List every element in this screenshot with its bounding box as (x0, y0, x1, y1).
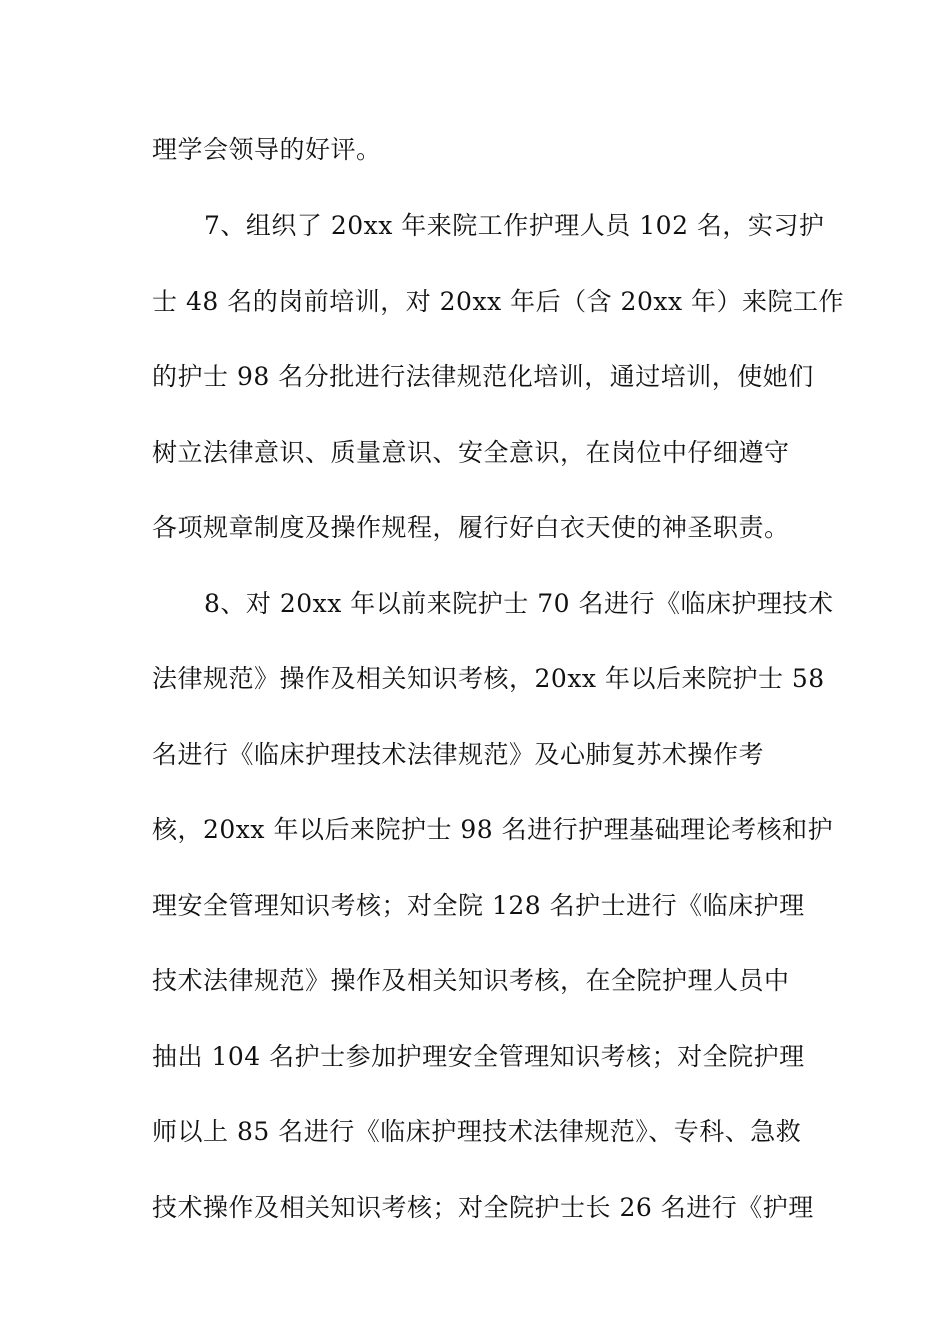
text-line: 抽出 104 名护士参加护理安全管理知识考核；对全院护理 (152, 1042, 805, 1071)
text-line: 理安全管理知识考核；对全院 128 名护士进行《临床护理 (152, 891, 805, 920)
text-line: 的护士 98 名分批进行法律规范化培训，通过培训，使她们 (152, 362, 814, 391)
text-line: 名进行《临床护理技术法律规范》及心肺复苏术操作考 (152, 740, 765, 769)
text-line: 理学会领导的好评。 (152, 135, 382, 164)
text-line: 技术法律规范》操作及相关知识考核，在全院护理人员中 (152, 966, 790, 995)
text-line: 士 48 名的岗前培训，对 20xx 年后（含 20xx 年）来院工作 (152, 287, 845, 316)
text-line: 技术操作及相关知识考核；对全院护士长 26 名进行《护理 (152, 1193, 814, 1222)
paragraph-8-start: 8、对 20xx 年以前来院护士 70 名进行《临床护理技术 (204, 589, 834, 618)
paragraph-7-start: 7、组织了 20xx 年来院工作护理人员 102 名，实习护 (204, 211, 825, 240)
text-line: 树立法律意识、质量意识、安全意识，在岗位中仔细遵守 (152, 438, 790, 467)
text-line: 核，20xx 年以后来院护士 98 名进行护理基础理论考核和护 (152, 815, 834, 844)
text-line: 各项规章制度及操作规程，履行好白衣天使的神圣职责。 (152, 513, 790, 542)
text-line: 师以上 85 名进行《临床护理技术法律规范》、专科、急救 (152, 1117, 802, 1146)
text-line: 法律规范》操作及相关知识考核，20xx 年以后来院护士 58 (152, 664, 825, 693)
